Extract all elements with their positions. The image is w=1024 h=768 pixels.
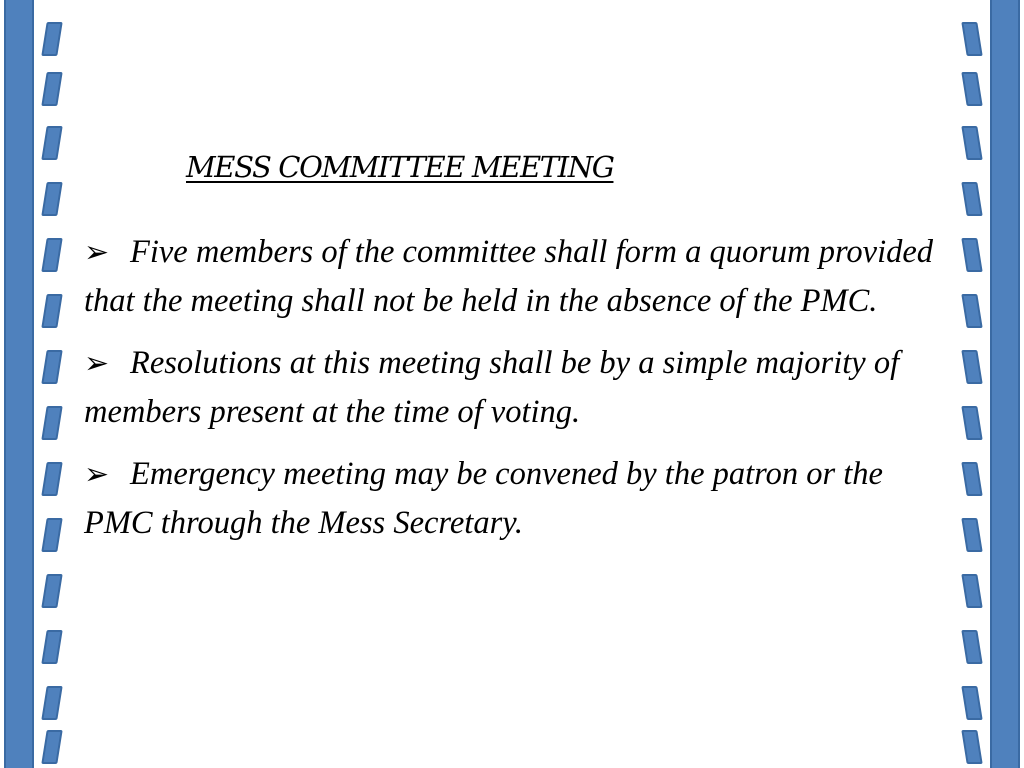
bullet-list xyxy=(84,228,934,561)
arrow-bullet-icon: ➢ xyxy=(84,347,110,380)
border-tick xyxy=(41,686,62,720)
border-tick xyxy=(961,730,982,764)
border-tick xyxy=(961,182,982,216)
border-tick xyxy=(41,350,62,384)
arrow-bullet-icon: ➢ xyxy=(84,236,110,269)
bullet-item xyxy=(84,450,934,547)
border-tick xyxy=(961,238,982,272)
bullet-text: Resolutions at this meeting shall be by a simple majority of members present at the time of voting. xyxy=(84,345,900,430)
border-tick xyxy=(41,462,62,496)
border-tick xyxy=(961,518,982,552)
arrow-bullet-icon: ➢ xyxy=(84,458,110,491)
border-tick xyxy=(961,350,982,384)
bullet-text: Five members of the committee shall form a quorum provided that the meeting shall not be held in the absence of the PMC. xyxy=(84,234,934,319)
border-tick xyxy=(961,574,982,608)
border-tick xyxy=(961,22,982,56)
left-border-bar xyxy=(4,0,34,768)
bullet-text: Emergency meeting may be convened by the patron or the PMC through the Mess Secretary. xyxy=(84,456,883,541)
bullet-item xyxy=(84,339,934,436)
border-tick xyxy=(961,686,982,720)
right-border-ticks xyxy=(956,0,986,768)
border-tick xyxy=(961,72,982,106)
border-tick xyxy=(41,72,62,106)
border-tick xyxy=(961,630,982,664)
border-tick xyxy=(41,630,62,664)
border-tick xyxy=(41,294,62,328)
border-tick xyxy=(41,406,62,440)
border-tick xyxy=(961,294,982,328)
border-tick xyxy=(961,462,982,496)
right-border-bar xyxy=(990,0,1020,768)
border-tick xyxy=(41,518,62,552)
border-tick xyxy=(41,22,62,56)
border-tick xyxy=(41,730,62,764)
left-border-ticks xyxy=(38,0,68,768)
border-tick xyxy=(41,182,62,216)
bullet-item xyxy=(84,228,934,325)
border-tick xyxy=(41,574,62,608)
border-tick xyxy=(41,238,62,272)
border-tick xyxy=(41,126,62,160)
border-tick xyxy=(961,406,982,440)
slide-title: MESS COMMITTEE MEETING xyxy=(186,150,614,184)
border-tick xyxy=(961,126,982,160)
